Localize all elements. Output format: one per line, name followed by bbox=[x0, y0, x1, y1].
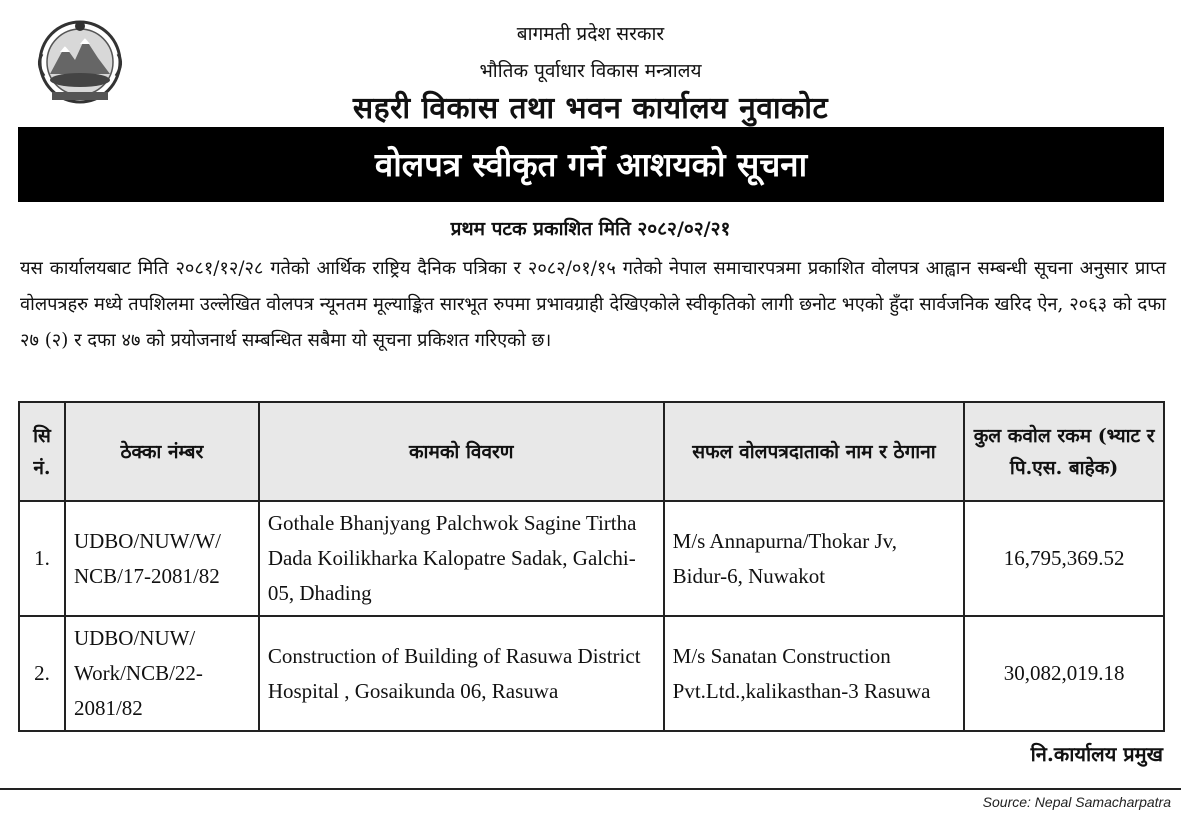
col-header-amount: कुल कवोल रकम (भ्याट र पि.एस. बाहेक) bbox=[964, 402, 1164, 501]
notice-title-banner: वोलपत्र स्वीकृत गर्ने आशयको सूचना bbox=[18, 127, 1164, 202]
row-contract-no: UDBO/NUW/ Work/NCB/22- 2081/82 bbox=[65, 616, 259, 731]
col-header-description: कामको विवरण bbox=[259, 402, 664, 501]
row-contract-no: UDBO/NUW/W/ NCB/17-2081/82 bbox=[65, 501, 259, 616]
table-header-row bbox=[19, 402, 1164, 501]
header-office: सहरी विकास तथा भवन कार्यालय नुवाकोट bbox=[352, 91, 829, 126]
row-description: Construction of Building of Rasuwa District Hospital , Gosaikunda 06, Rasuwa bbox=[259, 616, 664, 731]
row-amount: 30,082,019.18 bbox=[964, 616, 1164, 731]
col-header-sn: सि नं. bbox=[19, 402, 65, 501]
row-amount: 16,795,369.52 bbox=[964, 501, 1164, 616]
row-description: Gothale Bhanjyang Palchwok Sagine Tirtha Dada Koilikharka Kalopatre Sadak, Galchi-05, Dhading bbox=[259, 501, 664, 616]
notice-body: यस कार्यालयबाट मिति २०८१/१२/२८ गतेको आर्थिक राष्ट्रिय दैनिक पत्रिका र २०८२/०१/१५ गतेको नेपाल समाचारपत्रमा प्रकाशित वोलपत्र आह्वान सम्बन्धी सूचना अनुसार प्राप्त वोलपत्रहरु मध्ये तपशिलमा उल्लेखित वोलपत्र न्यूनतम मूल्याङ्कित सारभूत रुपमा प्रभावग्राही देखिएकोले स्वीकृतिको लागी छनोट भएको हुँदा सार्वजनिक खरिद ऐन, २०६३ को दफा २७ (२) र दफा ४७ को प्रयोजनार्थ सम्बन्धित सबैमा यो सूचना प्रकिशत गरिएको छ। bbox=[20, 258, 1166, 351]
col-header-bidder: सफल वोलपत्रदाताको नाम र ठेगाना bbox=[664, 402, 965, 501]
header-government: बागमती प्रदेश सरकार bbox=[516, 23, 665, 45]
row-sn: 2. bbox=[19, 616, 65, 731]
signature-office-chief: नि.कार्यालय प्रमुख bbox=[1030, 742, 1163, 766]
row-bidder: M/s Annapurna/Thokar Jv, Bidur-6, Nuwakot bbox=[664, 501, 965, 616]
row-sn: 1. bbox=[19, 501, 65, 616]
header-ministry: भौतिक पूर्वाधार विकास मन्त्रालय bbox=[479, 60, 702, 82]
col-header-contract-no: ठेक्का नंम्बर bbox=[65, 402, 259, 501]
table-row bbox=[19, 501, 1164, 616]
footer-divider bbox=[0, 788, 1181, 790]
source-credit: Source: Nepal Samacharpatra bbox=[982, 794, 1171, 810]
bid-table bbox=[18, 401, 1165, 732]
table-row bbox=[19, 616, 1164, 731]
publish-date: प्रथम पटक प्रकाशित मिति २०८२/०२/२१ bbox=[450, 218, 731, 240]
row-bidder: M/s Sanatan Construction Pvt.Ltd.,kalikasthan-3 Rasuwa bbox=[664, 616, 965, 731]
